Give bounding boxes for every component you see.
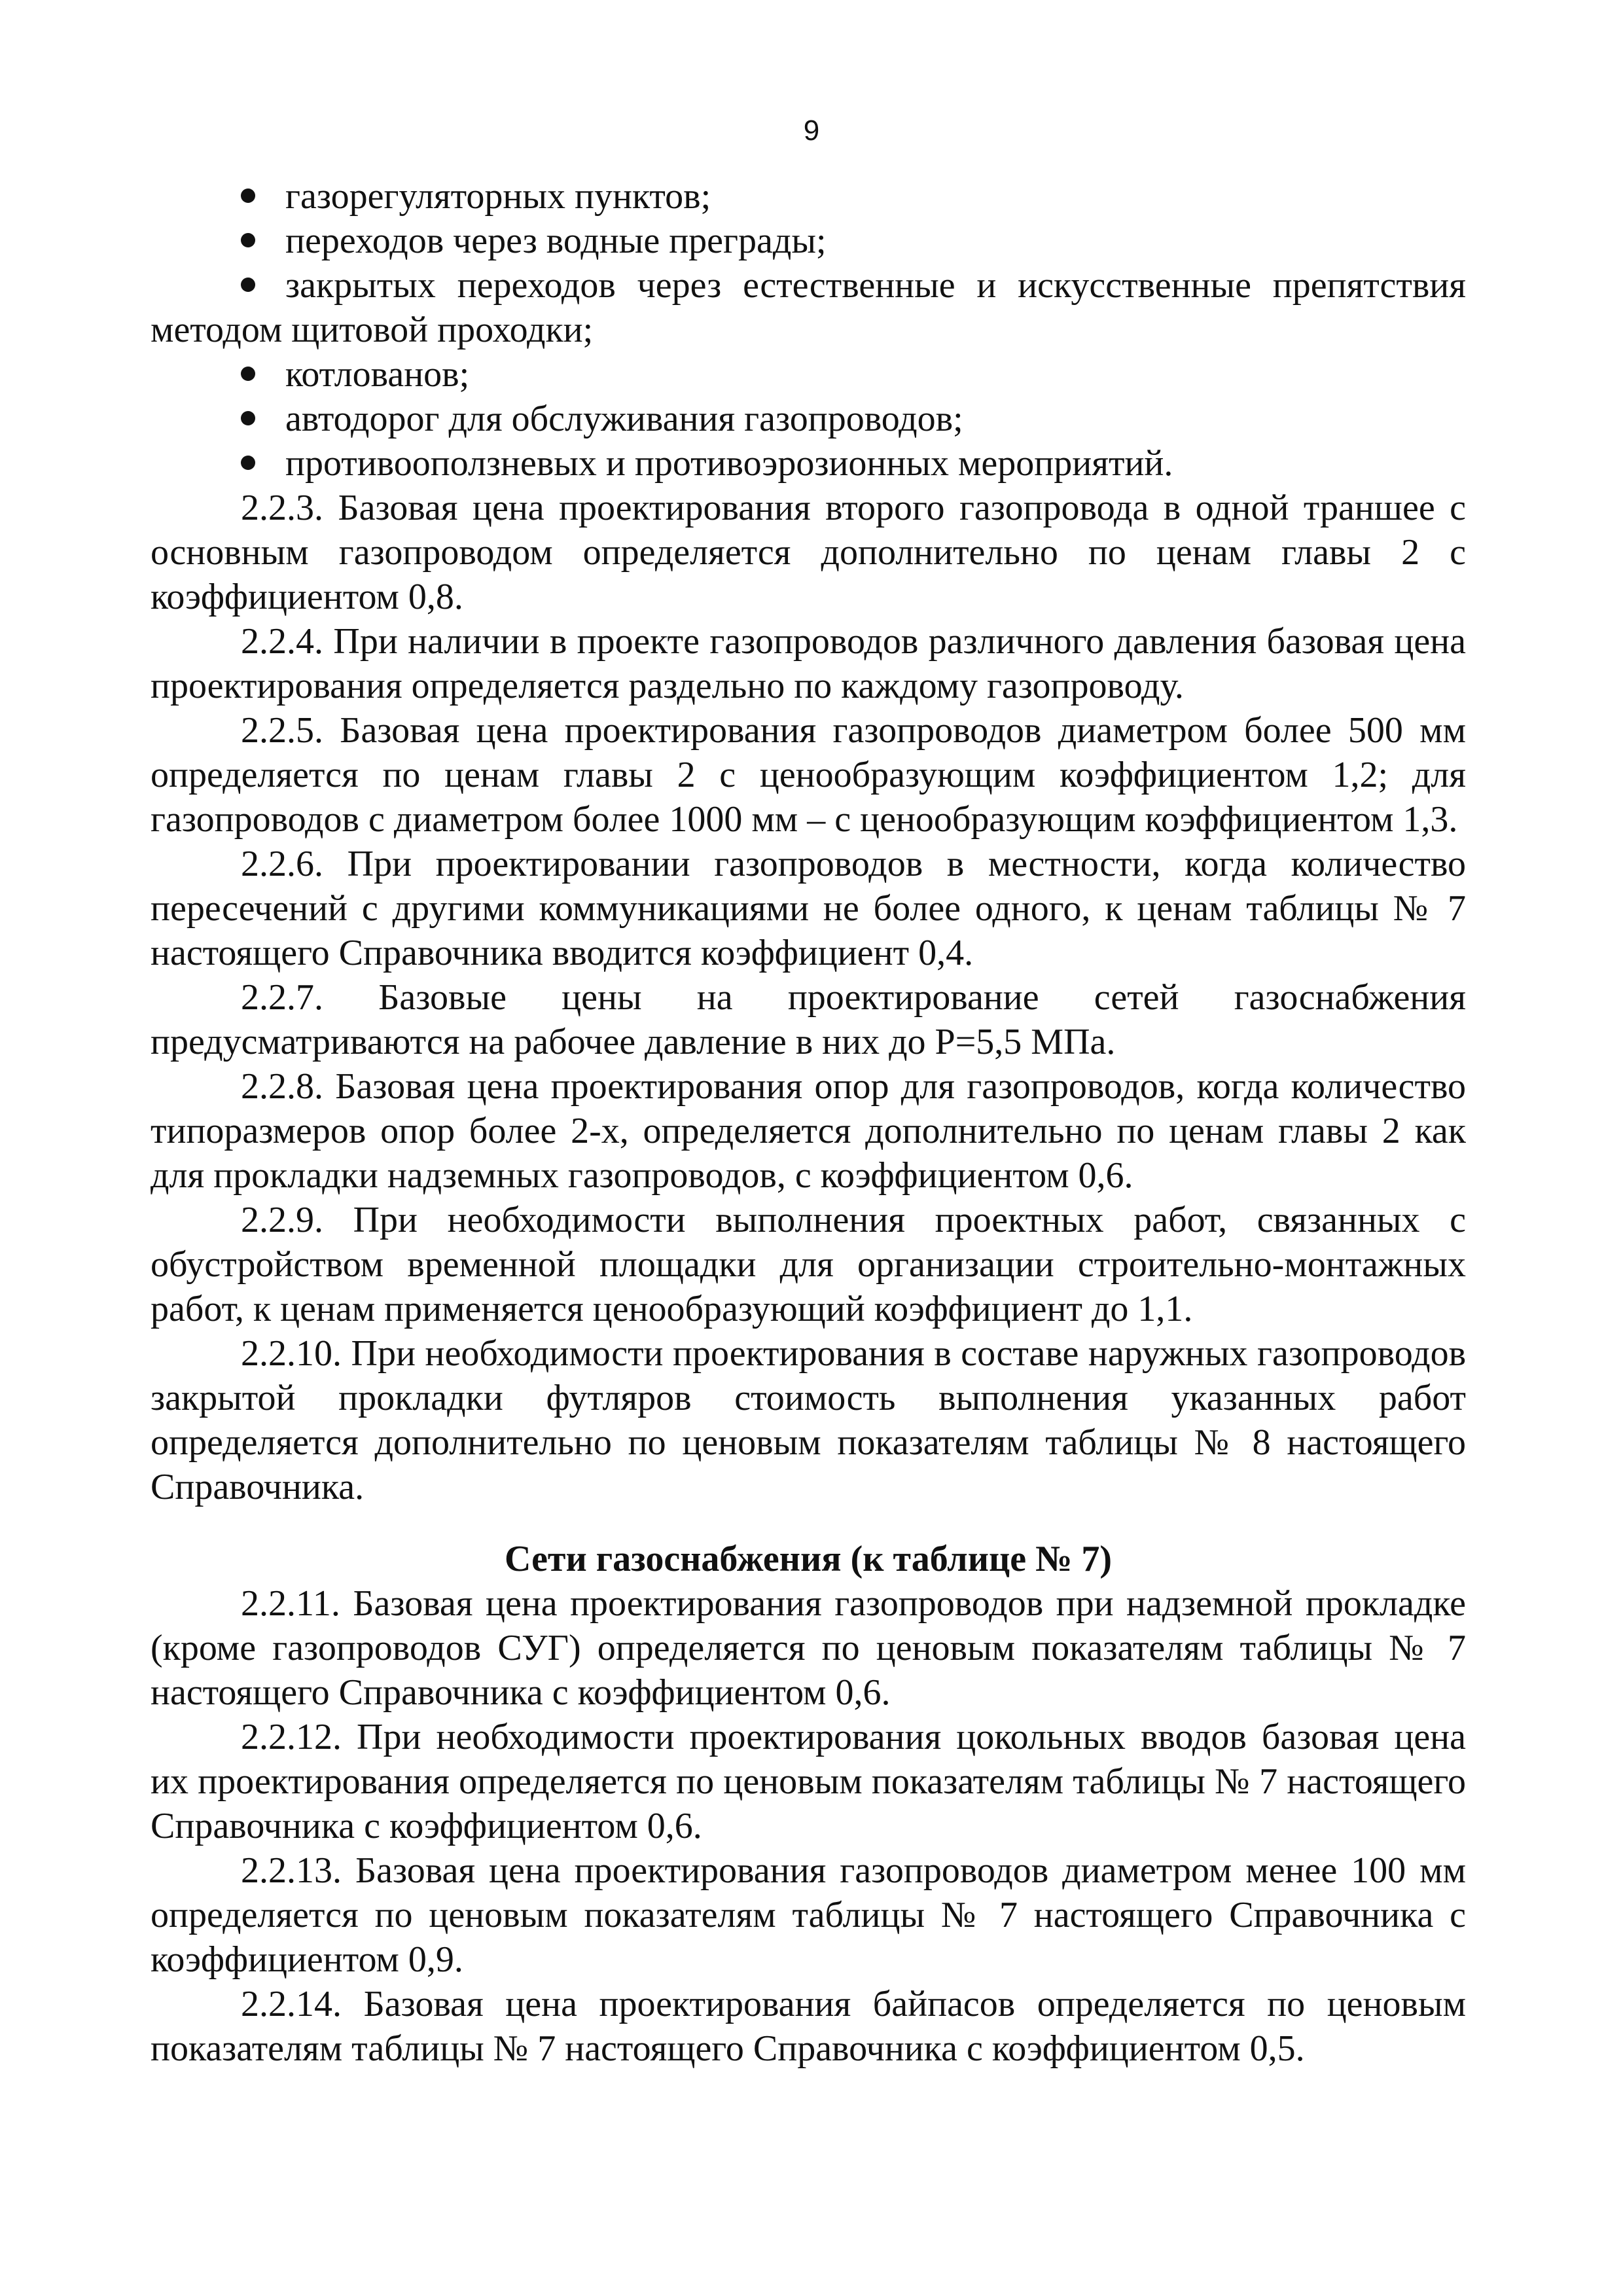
bullet-item xyxy=(151,397,1466,441)
bullet-dot-icon xyxy=(241,233,255,247)
clause-text: Базовая цена проектирования газопроводов диаметром более 500 мм определяется по ценам главы 2 с ценообразующим коэффициентом 1,2; для газопроводов с диаметром более 1000 мм – с ценообразующим коэффициентом 1,3. xyxy=(151,710,1467,840)
clause-2-2-6 xyxy=(151,842,1466,975)
clause-text: При наличии в проекте газопроводов различного давления базовая цена проектирования определяется раздельно по каждому газопроводу. xyxy=(151,621,1467,706)
bullet-item xyxy=(151,219,1466,263)
clause-text: Базовая цена проектирования газопроводов диаметром менее 100 мм определяется по ценовым показателям таблицы № 7 настоящего Справочника с коэффициентом 0,9. xyxy=(151,1850,1467,1980)
clause-2-2-5 xyxy=(151,708,1466,842)
bullet-dot-icon xyxy=(241,278,255,292)
clause-text: Базовые цены на проектирование сетей газоснабжения предусматриваются на рабочее давление в них до Р=5,5 МПа. xyxy=(151,977,1466,1062)
bullet-item xyxy=(151,263,1466,352)
clause-text: Базовая цена проектирования второго газопровода в одной траншее с основным газопроводом определяется дополнительно по ценам главы 2 с коэффициентом 0,8. xyxy=(151,488,1466,617)
bullet-text: газорегуляторных пунктов; xyxy=(285,176,711,217)
bullet-text: закрытых переходов через естественные и искусственные препятствия методом щитовой проходки; xyxy=(151,265,1466,350)
clause-number: 2.2.11. xyxy=(241,1583,340,1624)
clause-2-2-10 xyxy=(151,1331,1466,1509)
clause-number: 2.2.10. xyxy=(241,1333,342,1374)
bullet-item xyxy=(151,174,1466,219)
clause-number: 2.2.14. xyxy=(241,1984,342,2024)
clause-2-2-11 xyxy=(151,1581,1466,1715)
clause-number: 2.2.5. xyxy=(241,710,323,751)
clause-number: 2.2.7. xyxy=(241,977,323,1018)
clause-text: При необходимости проектирования цокольных вводов базовая цена их проектирования определяется по ценовым показателям таблицы № 7 настоящего Справочника с коэффициентом 0,6. xyxy=(151,1717,1466,1846)
clause-2-2-3 xyxy=(151,486,1466,619)
clause-number: 2.2.4. xyxy=(241,621,323,662)
clause-2-2-7 xyxy=(151,975,1466,1064)
clause-2-2-14 xyxy=(151,1982,1466,2071)
clause-text: Базовая цена проектирования опор для газопроводов, когда количество типоразмеров опор более 2-х, определяется дополнительно по ценам главы 2 как для прокладки надземных газопроводов, с коэффициентом 0,6. xyxy=(151,1066,1466,1196)
bullet-text: котлованов; xyxy=(285,354,470,395)
clause-text: Базовая цена проектирования байпасов определяется по ценовым показателям таблицы № 7 настоящего Справочника с коэффициентом 0,5. xyxy=(151,1984,1467,2069)
section-heading: Сети газоснабжения (к таблице № 7) xyxy=(504,1539,1113,1579)
bullet-item xyxy=(151,441,1466,486)
clause-2-2-9 xyxy=(151,1198,1466,1331)
clause-number: 2.2.12. xyxy=(241,1717,342,1757)
bullet-item xyxy=(151,352,1466,397)
clause-number: 2.2.8. xyxy=(241,1066,323,1107)
clause-2-2-13 xyxy=(151,1848,1466,1982)
clause-text: Базовая цена проектирования газопроводов при надземной прокладке (кроме газопроводов СУГ) определяется по ценовым показателям таблицы № 7 настоящего Справочника с коэффициентом 0,6. xyxy=(151,1583,1466,1713)
clause-text: При необходимости выполнения проектных работ, связанных с обустройством временной площадки для организации строительно-монтажных работ, к ценам применяется ценообразующий коэффициент до 1,1. xyxy=(151,1200,1467,1329)
clause-2-2-12 xyxy=(151,1715,1466,1848)
clause-text: При необходимости проектирования в составе наружных газопроводов закрытой прокладки футляров стоимость выполнения указанных работ определяется дополнительно по ценовым показателям таблицы № 8 настоящего Справочника. xyxy=(151,1333,1467,1507)
bullet-text: переходов через водные преграды; xyxy=(285,221,827,261)
clause-2-2-8 xyxy=(151,1064,1466,1198)
clause-2-2-4 xyxy=(151,619,1466,708)
clause-number: 2.2.13. xyxy=(241,1850,342,1891)
bullet-text: автодорог для обслуживания газопроводов; xyxy=(285,399,963,439)
clause-number: 2.2.6. xyxy=(241,844,323,884)
clause-number: 2.2.3. xyxy=(241,488,323,528)
bullet-text: противооползневых и противоэрозионных мероприятий. xyxy=(285,443,1173,484)
page-number: 9 xyxy=(803,115,820,147)
bullet-dot-icon xyxy=(241,456,255,470)
bullet-dot-icon xyxy=(241,367,255,381)
clause-number: 2.2.9. xyxy=(241,1200,323,1240)
document-body xyxy=(151,174,1466,2071)
clause-text: При проектировании газопроводов в местности, когда количество пересечений с другими коммуникациями не более одного, к ценам таблицы № 7 настоящего Справочника вводится коэффициент 0,4. xyxy=(151,844,1467,973)
bullet-dot-icon xyxy=(241,411,255,425)
bullet-dot-icon xyxy=(241,188,255,203)
